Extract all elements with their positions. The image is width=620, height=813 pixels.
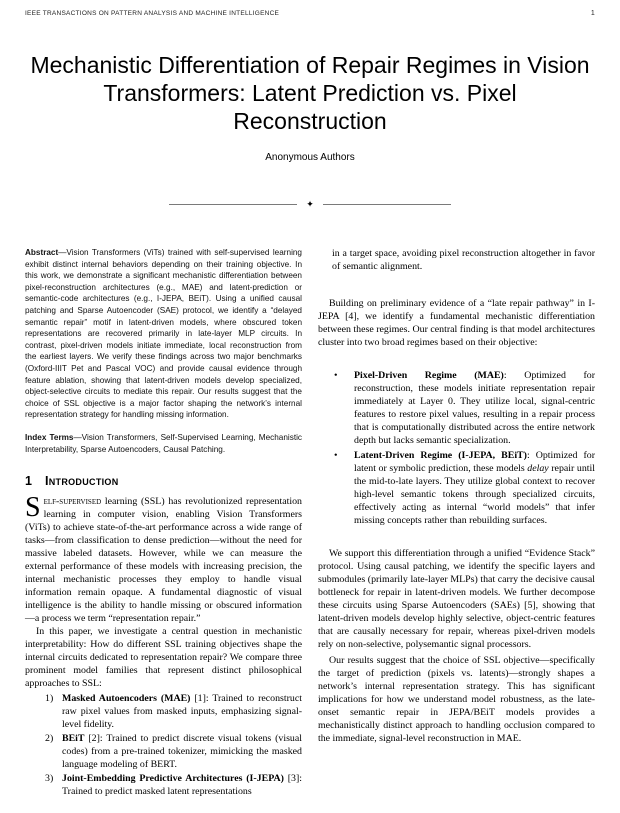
bullet-icon: • (334, 370, 338, 381)
drop-cap: S (25, 492, 41, 524)
index-terms-paragraph: Index Terms—Vision Transformers, Self-Supervised Learning, Mechanistic Interpretability, Sparse Autoencoders, Causal Patching. (25, 432, 303, 454)
section-heading-introduction (25, 474, 302, 488)
diamond-ornament-icon: ✦ (306, 199, 314, 209)
intro-paragraph-2: In this paper, we investigate a central question in mechanistic interpretability: How do different SSL training objectives shape the internal circuits dedicated to representation repair? We compare three prominent model families that represent distinct philosophical approaches to SSL: (25, 626, 302, 690)
list-item (45, 732, 302, 771)
list-item-text: Joint-Embedding Predictive Architectures (I-JEPA) [3]: Trained to predict masked latent representations (62, 773, 302, 798)
bullet-icon: • (334, 450, 338, 461)
list-item-marker: 1) (45, 693, 54, 705)
intro-paragraph-4: We support this differentiation through a unified “Evidence Stack” protocol. Using causal patching, we identify the specific layers and submodules (primarily late-layer MLPs) that carry the decisive causal bottleneck for repair in latent-driven models. We further decompose these circuits using Sparse Autoencoders (SAEs) [5], showing that latent-driven models develop highly selective, object-centric features that are causally necessary for repair, whereas pixel-driven models rely on non-selective, polysemantic signal processors. (318, 548, 595, 650)
intro-paragraph-1-text: elf-supervised learning (SSL) has revolutionized representation learning in computer vision, enabling Vision Transformers (ViTs) to achieve state-of-the-art performance across a wide range of tasks—from classification to dense prediction—without the need for massive labeled datasets. However, while we can measure the external performance of these models with increasing precision, the internal mechanistic processes they employ to handle visual information remain opaque. A fundamental diagnostic of visual intelligence is the ability to handle missing or obscured information—a process we term “representation repair.” (25, 496, 302, 625)
left-column (25, 247, 302, 799)
list-item-text: Masked Autoencoders (MAE) [1]: Trained to reconstruct raw pixel values from masked inputs, emphasizing signal-level fidelity. (62, 693, 302, 731)
two-column-body (25, 247, 595, 799)
section-divider (169, 200, 451, 209)
list-item (45, 692, 302, 731)
paper-title: Mechanistic Differentiation of Repair Regimes in Vision Transformers: Latent Prediction vs. Pixel Reconstruction (30, 52, 590, 134)
divider-line-left (169, 204, 297, 205)
author-line: Anonymous Authors (265, 152, 355, 163)
list-item-marker: 3) (45, 773, 54, 785)
page-number: 1 (590, 10, 595, 17)
section-number: 1 (25, 474, 32, 489)
divider-line-right (323, 204, 451, 205)
list-item-text: BEiT [2]: Trained to predict discrete visual tokens (visual codes) from a pre-trained tokenizer, mimicking the masked language modeling of BERT. (62, 733, 302, 771)
intro-paragraph-1 (25, 492, 302, 625)
abstract-paragraph: Abstract—Vision Transformers (ViTs) trained with self-supervised learning exhibit distinct internal behaviors depending on their training objective. In this work, we demonstrate a significant mechanistic differentiation between pixel-reconstruction architectures (e.g., MAE) and latent-prediction or semantic-code architectures (e.g., I-JEPA, BEiT). Using a unified causal patching and Sparse Autoencoder (SAE) protocol, we identify a “delayed semantic repair” motif in latent-driven models, where obscured token representations are recovered primarily in late-layer MLP circuits. In contrast, pixel-driven models initiate immediate, local reconstruction from the earliest layers. We verify these findings across two major benchmarks (Oxford-IIIT Pet and Pascal VOC) and provide causal evidence through feature ablation, showing that latent-driven models develop specialized, object-selective circuits to mediate this repair. Our results suggest that the choice of SSL objective is a major factor shaping the network’s internal representation strategy for handling missing information. (25, 248, 302, 420)
right-column (318, 247, 595, 799)
journal-name: IEEE TRANSACTIONS ON PATTERN ANALYSIS AND MACHINE INTELLIGENCE (25, 10, 280, 17)
bullet-list (318, 369, 595, 527)
bullet-item-text: Latent-Driven Regime (I-JEPA, BEiT): Optimized for latent or symbolic prediction, these models delay repair until the mid-to-late layers. They utilize global context to recover high-level semantic tokens through specialized circuits, effectively acting as internal “world models” that infer missing concepts rather than rebuilding surfaces. (354, 450, 595, 526)
running-header (25, 10, 595, 17)
bullet-item (334, 369, 595, 447)
numbered-list (25, 692, 302, 798)
list-item-continuation: in a target space, avoiding pixel reconstruction altogether in favor of semantic alignment. (332, 248, 595, 272)
section-title: Introduction (44, 474, 119, 489)
list-item (45, 772, 302, 798)
bullet-item-text: Pixel-Driven Regime (MAE): Optimized for reconstruction, these models initiate representation repair immediately at Layer 0. They utilize local, signal-centric features to restore pixel values, resulting in a repair process that is computationally distributed across the entire network depth but lacks semantic specialization. (354, 370, 595, 446)
intro-paragraph-3: Building on preliminary evidence of a “late repair pathway” in I-JEPA [4], we identify a fundamental mechanistic differentiation between these regimes. Our central finding is that model architectures cluster into two broad regimes based on their objective: (318, 298, 595, 348)
list-item-marker: 2) (45, 733, 54, 745)
bullet-item (334, 449, 595, 527)
intro-paragraph-5: Our results suggest that the choice of SSL objective—specifically the target of prediction (pixels vs. latents)—strongly shapes a network’s internal representation strategy. This has significant implications for how we understand model robustness, as the late-onset semantic repair in JEPA/BEiT models provides a mechanistically distinct approach to handling occlusion compared to the immediate, signal-level reconstruction in MAE. (318, 655, 595, 744)
